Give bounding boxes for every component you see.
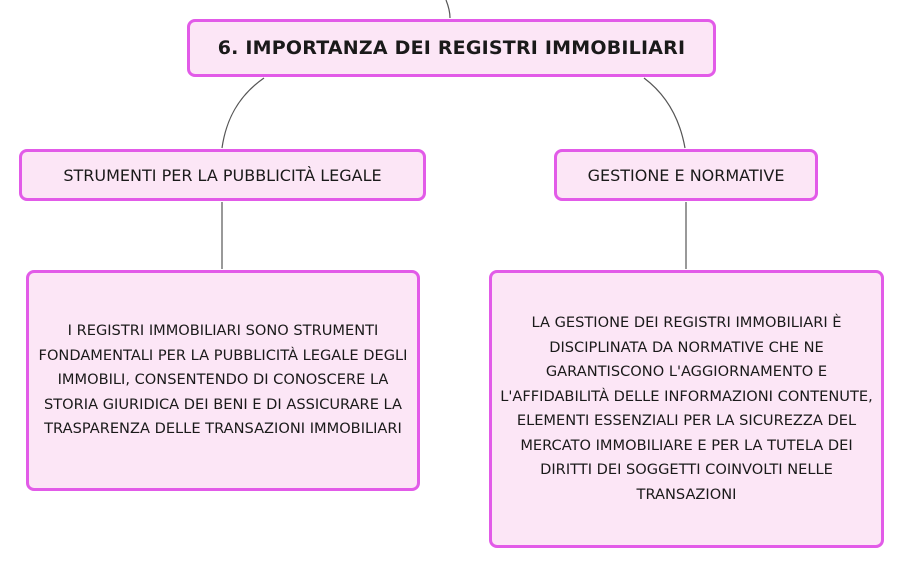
central-topic-label: 6. IMPORTANZA DEI REGISTRI IMMOBILIARI — [217, 37, 686, 59]
branch-label-gestione: GESTIONE E NORMATIVE — [587, 165, 785, 185]
leaf-node-gestione[interactable] — [489, 270, 884, 548]
central-topic-node[interactable] — [187, 19, 716, 77]
connector-title-to-branch-right — [644, 78, 685, 148]
branch-node-gestione[interactable] — [554, 149, 818, 201]
leaf-node-strumenti[interactable] — [26, 270, 420, 491]
branch-label-strumenti: STRUMENTI PER LA PUBBLICITÀ LEGALE — [63, 165, 382, 185]
connector-title-to-branch-left — [222, 78, 264, 148]
connector-parent-to-title — [446, 0, 450, 18]
leaf-text-strumenti: I REGISTRI IMMOBILIARI SONO STRUMENTI FONDAMENTALI PER LA PUBBLICITÀ LEGALE DEGLI IMMOBILI, CONSENTENDO DI CONOSCERE LA STORIA GIURIDICA DEI BENI E DI ASSICURARE LA TRASPARENZA DELLE TRANSAZIONI IMMOBILIARI — [38, 322, 408, 438]
branch-node-strumenti[interactable] — [19, 149, 426, 201]
leaf-text-gestione: LA GESTIONE DEI REGISTRI IMMOBILIARI È DISCIPLINATA DA NORMATIVE CHE NE GARANTISCONO L'AGGIORNAMENTO E L'AFFIDABILITÀ DELLE INFORMAZIONI CONTENUTE, ELEMENTI ESSENZIALI PER LA SICUREZZA DEL MERCATO IMMOBILIARE E PER LA TUTELA DEI DIRITTI DEI SOGGETTI COINVOLTI NELLE TRANSAZIONI — [500, 314, 873, 503]
